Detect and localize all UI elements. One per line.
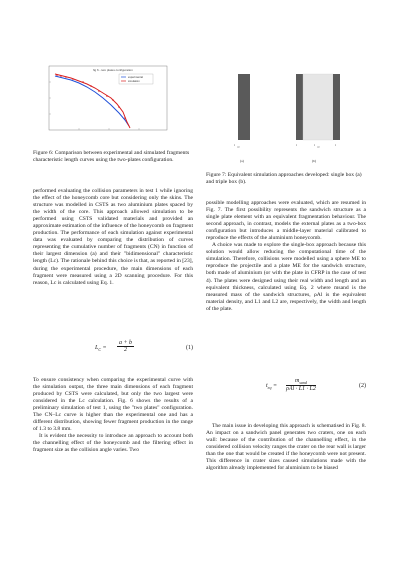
fig7a-label-t: t: [234, 143, 235, 147]
triple-box-core: [303, 74, 333, 140]
figure-7-caption: Figure 7: Equivalent simulation approaches developed: single box (a) and triple box (b).: [206, 172, 362, 186]
eq2-denominator: ρAl · L1 · L2: [286, 386, 316, 393]
curve-simulation: [55, 74, 130, 128]
eq2-number: (2): [359, 383, 366, 389]
left-paragraph-1: [33, 188, 193, 287]
axis-ticks: [49, 82, 139, 130]
right-para3-text: The main issue in developing this approach is schematised in Fig. 8. An impact on a sandwich panel generates two craters, one on each wall: because of the contribution of the channelling effect, in the considered collision velocity ranges the crater on the rear wall is larger than the one that would be created if the honeycomb were not present. This difference in crater sizes caused simulations made with the algorithm already implemented for aluminium to be biased: [206, 423, 366, 472]
eq1-numerator: a + b: [119, 340, 133, 346]
fig7b-label-t2: t: [314, 143, 315, 147]
fig7b-label-t3: t: [335, 143, 336, 147]
eq2-num-sub: sand: [299, 380, 307, 386]
left-para3-text: It is evident the necessity to introduce an approach to account both the channelling effect of the honeycomb and the filtering effect in fragment size as the collision angle varies. Two: [33, 433, 193, 454]
fig7-subfig-a: (a): [240, 159, 244, 163]
right-para1-text: possible modelling approaches were evaluated, which are resumed in Fig. 7. The first possibility represents the sandwich structure as a single plate element with an equivalent fragmentation behaviour. The second approach, in contrast, models the external plates as a two-box configuration but introduces a middle-layer material calibrated to reproduce the effects of the aluminium honeycomb.: [206, 200, 366, 242]
eq2-lhs: $t_{eq}$ =: [266, 383, 278, 391]
fig7-subfig-b: (b): [312, 159, 317, 163]
eq2-fraction: [286, 378, 316, 392]
fig7b-label-sat: sat: [317, 146, 320, 149]
figure-6-caption: Figure 6: Comparison between experimental and simulated fragments characteristic length curves using the two-plates configuration.: [33, 150, 190, 164]
left-paragraph-2: [33, 377, 193, 455]
figure-6-plot: [33, 62, 193, 142]
fig7-svg: [216, 70, 366, 170]
eq1-number: (1): [186, 345, 193, 351]
left-para1-text: performed evaluating the collision parameters in test 1 while ignoring the effect of the honeycomb core but considering only the skins. The structure was modelled in CSTS as two aluminium plates spaced by the width of the core. This approach allowed simulation to be performed using CSTS validated materials and provided an approximate estimation of the influence of the honeycomb on fragment production. The performance of each simulation against experimental data was evaluated by comparing the distribution of curves representing the cumulative number of fragments (CN) in function of their largest dimension (a) and their "bidimensional" characteristic length (Lc). The rationale behind this choice is that, as reported in [23], during the experimental procedure, the main dimensions of each fragment were measured using a 2D scanning procedure. For this reason, Lc is calculated using Eq. 1.: [33, 188, 193, 286]
left-para2-text: To ensure consistency when comparing the experimental curve with the simulation output, the three main dimensions of each fragment produced by CSTS were calculated, but only the two largest were considered in the Lc calculation. Fig. 6 shows the results of a preliminary simulation of test 1, using the "two plates" configuration. The CN–Lc curve is higher than the experimental one and has a different distribution, showing fewer fragment production in the range of 1.3 to 3.8 mm.: [33, 377, 193, 433]
eq1-lhs-symbol: L: [95, 345, 99, 351]
eq1-denominator: 2: [124, 347, 128, 353]
plot-title: fig 6 - two plates configuration: [93, 68, 133, 72]
eq2-numerator: [286, 378, 316, 386]
figure-7-diagram: [216, 70, 366, 170]
curve-experimental: [55, 76, 129, 126]
eq1-lhs-sub: C: [98, 347, 102, 353]
legend-label-simulation: simulation: [128, 80, 140, 83]
eq2-num-symbol: m: [294, 378, 300, 384]
eq1-fraction: [117, 340, 134, 353]
eq2-lhs-sub: eq: [267, 385, 272, 391]
right-para2-text: A choice was made to explore the single-box approach because this solution would allow reducing the computational time of the simulation. Therefore, collisions were modelled using a sphere ME to reproduce the projectile and a plate ME for the sandwich structure, both made of aluminium (or with the plate in CFRP in the case of test 4). The plates were designed using their real width and length and an equivalent thickness, calculated using Eq. 2 where msand is the measured mass of the sandwich structures, ρAl is the equivalent material density, and L1 and L2 are, respectively, the width and length of the plate.: [206, 242, 366, 312]
single-box-plate: [238, 74, 250, 140]
triple-box-front-plate: [296, 74, 303, 140]
fig7b-label-t1: t: [296, 143, 297, 147]
fig7a-label-sat: sat: [237, 146, 240, 149]
right-paragraph-1: [206, 200, 366, 313]
eq1-lhs: $L_C$ =: [95, 345, 107, 353]
eq2-lhs-symbol: t: [266, 383, 268, 389]
legend-label-experimental: experimental: [128, 76, 143, 79]
fig6-chart: [33, 62, 193, 142]
right-paragraph-3: [206, 423, 366, 472]
equation-1: [33, 340, 193, 358]
simulation-points: [56, 74, 126, 119]
triple-box-rear-plate: [333, 74, 340, 140]
equation-2: [206, 378, 366, 396]
